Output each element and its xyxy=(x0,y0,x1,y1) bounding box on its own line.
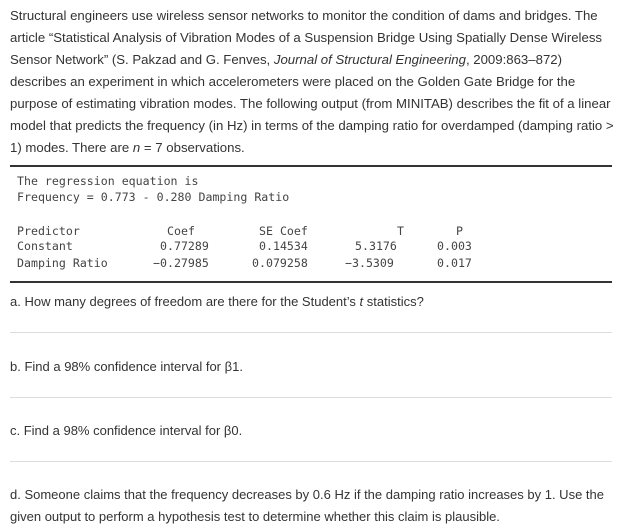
question-c: c. Find a 98% confidence interval for β0. xyxy=(10,423,243,438)
col-coef: Coef xyxy=(167,224,195,238)
row-constant-p: 0.003 xyxy=(437,239,472,253)
question-a-text-1: a. How many degrees of freedom are there for the Student’s xyxy=(10,294,360,309)
row-damping-predictor: Damping Ratio xyxy=(17,256,108,270)
row-damping-se: 0.079258 xyxy=(252,256,308,270)
n-variable: n xyxy=(132,140,141,155)
t-variable: t xyxy=(359,294,364,309)
col-p: P xyxy=(456,224,463,238)
divider-b xyxy=(10,397,612,398)
col-t: T xyxy=(397,224,404,238)
row-constant-se: 0.14534 xyxy=(259,239,308,253)
row-damping-t: −3.5309 xyxy=(345,256,394,270)
output-bottom-rule xyxy=(10,281,612,283)
divider-a xyxy=(10,332,612,333)
col-se-coef: SE Coef xyxy=(259,224,308,238)
journal-name: Journal of Structural Engineering xyxy=(273,52,466,67)
row-constant-predictor: Constant xyxy=(17,239,73,253)
intro-text-1: Structural engineers use wireless sensor networks to monitor the condition of dams and bridges. The article “Statistical Analysis of Vibration Modes of a Suspension Bridge Using Spatially Dense Wireless Sensor Network” (S. Pakzad and G. Fenves, xyxy=(10,8,603,67)
regression-heading: The regression equation is xyxy=(17,174,199,188)
row-damping-p: 0.017 xyxy=(437,256,472,270)
regression-equation: Frequency = 0.773 - 0.280 Damping Ratio xyxy=(17,190,290,204)
question-a xyxy=(10,291,614,313)
question-d: d. Someone claims that the frequency decreases by 0.6 Hz if the damping ratio increases by 1. Use the given output to perform a hypothesis test to determine whether this claim is plausible. xyxy=(10,487,604,524)
output-top-rule xyxy=(10,165,612,167)
intro-paragraph xyxy=(10,5,616,159)
row-constant-t: 5.3176 xyxy=(355,239,397,253)
col-predictor: Predictor xyxy=(17,224,80,238)
row-damping-coef: −0.27985 xyxy=(153,256,209,270)
question-b: b. Find a 98% confidence interval for β1. xyxy=(10,359,243,374)
row-constant-coef: 0.77289 xyxy=(160,239,209,253)
intro-text-3: = 7 observations. xyxy=(140,140,245,155)
question-a-text-2: statistics? xyxy=(363,294,424,309)
intro-text-2: , 2009:863–872) describes an experiment in which accelerometers were placed on the Golden Gate Bridge for the purpose of estimating vibration modes. The following output (from MINITAB) describes the fit of a linear model that predicts the frequency (in Hz) in terms of the damping ratio for overdamped (damping ratio > 1) modes. There are xyxy=(10,52,614,155)
divider-c xyxy=(10,461,612,462)
